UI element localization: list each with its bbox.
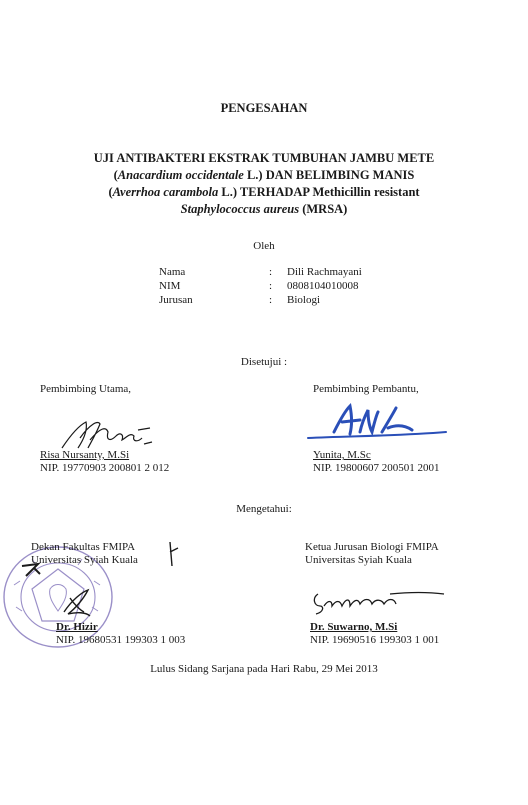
oleh-label: Oleh (253, 240, 275, 252)
pembimbing-utama-role: Pembimbing Utama, (40, 383, 132, 395)
field-label: Nama (159, 266, 186, 278)
thesis-title (40, 150, 488, 218)
title-line-3: (Averrhoa carambola L.) TERHADAP Methicillin resistant (108, 185, 420, 199)
ketua-role-2: Universitas Syiah Kuala (305, 554, 412, 566)
signature-ketua (310, 586, 445, 616)
pembimbing-pembantu-role: Pembimbing Pembantu, (313, 383, 419, 395)
student-name-row (159, 265, 362, 279)
field-sep: : (269, 266, 273, 278)
page-heading: PENGESAHAN (220, 101, 308, 115)
dekan-role-1: Dekan Fakultas FMIPA (31, 541, 136, 553)
ketua-role-1: Ketua Jurusan Biologi FMIPA (305, 541, 439, 553)
ketua-name: Dr. Suwarno, M.Si (310, 621, 398, 633)
dekan-name: Dr. Hizir (56, 621, 98, 633)
field-value: Dili Rachmayani (287, 266, 362, 278)
graduation-note: Lulus Sidang Sarjana pada Hari Rabu, 29 Mei 2013 (150, 663, 378, 675)
field-sep: : (269, 294, 273, 306)
signature-pembimbing-pembantu (308, 402, 448, 442)
field-value: 0808104010008 (287, 280, 359, 292)
dekan-role-2: Universitas Syiah Kuala (31, 554, 138, 566)
title-line-2: (Anacardium occidentale L.) DAN BELIMBING MANIS (113, 168, 415, 182)
student-info (159, 265, 362, 307)
signature-pembimbing-utama (60, 418, 160, 452)
disetujui-label: Disetujui : (240, 356, 288, 368)
student-nim-row (159, 279, 362, 293)
title-line-4: Staphylococcus aureus (MRSA) (180, 202, 348, 216)
field-label: NIM (159, 280, 181, 292)
field-value: Biologi (287, 294, 321, 306)
dekan-nip: NIP. 19680531 199303 1 003 (56, 634, 186, 646)
pembimbing-utama-nip: NIP. 19770903 200801 2 012 (40, 462, 170, 474)
field-label: Jurusan (159, 294, 193, 306)
title-line-1: UJI ANTIBAKTERI EKSTRAK TUMBUHAN JAMBU METE (93, 151, 435, 165)
pembimbing-utama-name: Risa Nursanty, M.Si (40, 449, 130, 461)
ketua-nip: NIP. 19690516 199303 1 001 (310, 634, 440, 646)
pembimbing-pembantu-name: Yunita, M.Sc (313, 449, 371, 461)
student-jurusan-row (159, 293, 362, 307)
field-sep: : (269, 280, 273, 292)
mengetahui-label: Mengetahui: (236, 503, 292, 515)
pembimbing-pembantu-nip: NIP. 19800607 200501 2001 (313, 462, 440, 474)
